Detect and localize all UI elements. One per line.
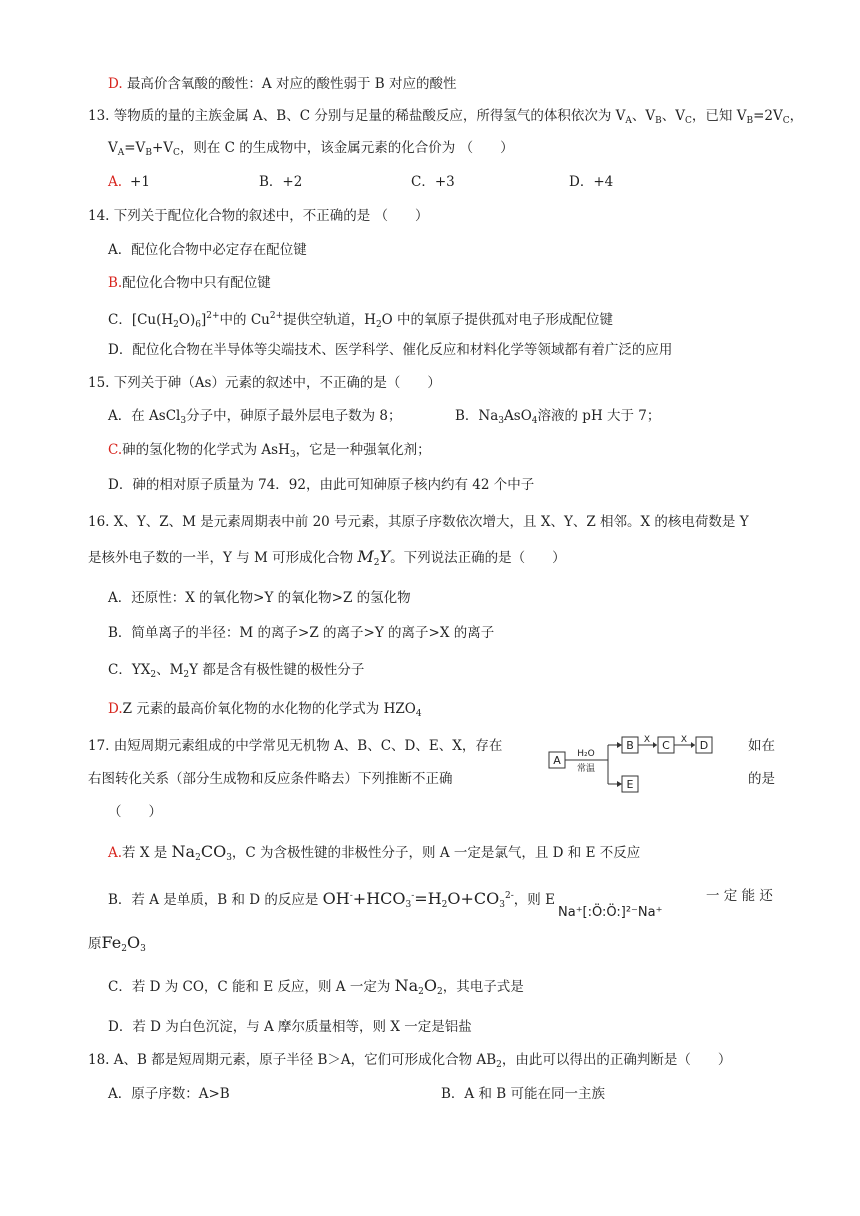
- q17-option-c: C．若 D 为 CO，C 能和 E 反应，则 A 一定为 $Na_2O_2$，其电子式是: [108, 976, 524, 997]
- text: 提供空轨道，H: [283, 312, 376, 328]
- text: C．[Cu(H: [108, 312, 174, 328]
- text: B．若 A 是单质，B 和 D 的反应是: [108, 892, 319, 908]
- q13-text-d: ，则在 C 的生成物中，该金属元素的化合价为 （ ）: [179, 140, 514, 156]
- text: ，其电子式是: [442, 979, 524, 995]
- option-b: B．+2: [259, 174, 303, 190]
- q18-option-a: A．原子序数：A>B: [108, 1086, 230, 1102]
- q16-option-c: C．$YX_2$、$M_2Y$ 都是含有极性键的极性分子: [108, 662, 365, 680]
- q13-text-b: ，已知 V: [691, 108, 747, 124]
- option-a: +1: [130, 174, 150, 190]
- label-reagent: H₂O: [577, 749, 595, 759]
- q15-option-a: A．在 AsCl$_3$分子中，砷原子最外层电子数为 8；: [108, 408, 402, 426]
- q18-option-b: B．A 和 B 可能在同一主族: [441, 1086, 605, 1102]
- text: AsO: [504, 408, 532, 424]
- answer-mark: D.: [108, 76, 123, 92]
- answer-mark: A.: [108, 845, 123, 861]
- text: ，C 为含极性键的非极性分子，则 A 一定是氯气，且 D 和 E 不反应: [231, 845, 641, 861]
- q16-option-a: A．还原性：X 的氧化物>Y 的氧化物>Z 的氢化物: [108, 590, 411, 606]
- q15-option-d: D．砷的相对原子质量为 74．92，由此可知砷原子核内约有 42 个中子: [108, 477, 535, 493]
- text: 若 X 是: [122, 845, 168, 861]
- q13-text: 13. 等物质的量的主族金属 A、B、C 分别与足量的稀盐酸反应，所得氢气的体积依次为 V: [88, 108, 626, 124]
- text: B．Na: [455, 408, 499, 424]
- q16-option-b: B．简单离子的半径：M 的离子>Z 的离子>Y 的离子>X 的离子: [108, 625, 495, 641]
- option-c: C．+3: [411, 174, 455, 190]
- text: 是核外电子数的一半，Y 与 M 可形成化合物: [88, 550, 354, 566]
- question-15: 15. 下列关于砷（As）元素的叙述中，不正确的是（ ）: [88, 375, 441, 391]
- text: Y 都是含有极性键的极性分子: [189, 662, 365, 678]
- text: 18. A、B 都是短周期元素，原子半径 B＞A，它们可形成化合物 AB: [88, 1052, 497, 1068]
- text: ]: [200, 312, 207, 328]
- question-17-line2: 右图转化关系（部分生成物和反应条件略去）下列推断不正确: [88, 771, 453, 787]
- q17-option-a: A.若 X 是 $Na_2CO_3$，C 为含极性键的非极性分子，则 A 一定是氯气，且 D 和 E 不反应: [108, 842, 641, 863]
- label-x1: X: [643, 735, 651, 745]
- label-a: A: [553, 754, 561, 767]
- text: C．若 D 为 CO，C 能和 E 反应，则 A 一定为: [108, 979, 391, 995]
- answer-mark: B.: [108, 275, 123, 291]
- question-16: 16. X、Y、Z、M 是元素周期表中前 20 号元素，其原子序数依次增大，且 X、Y、Z 相邻。X 的核电荷数是 Y: [88, 514, 749, 530]
- text: 。下列说法正确的是（ ）: [390, 550, 566, 566]
- label-x2: X: [680, 735, 688, 745]
- electron-dot-formula: [558, 905, 698, 929]
- line-12-option-d: [108, 75, 456, 93]
- label-c: C: [662, 739, 670, 752]
- text: ，它是一种强氧化剂；: [295, 442, 431, 458]
- question-18: 18. A、B 都是短周期元素，原子半径 B＞A，它们可形成化合物 $AB_2$，由此可以得出的正确判断是（ ）: [88, 1052, 732, 1070]
- question-17-tail1: 如在: [748, 738, 775, 754]
- text: ，则 E: [513, 892, 555, 908]
- question-17-tail2: 的是: [748, 771, 775, 787]
- question-13-line2: $V_A=V_B+V_C$，则在 C 的生成物中，该金属元素的化合价为 （ ）: [108, 140, 514, 158]
- q14-option-b: [108, 274, 271, 292]
- text: 中的 Cu: [219, 312, 270, 328]
- question-13-options: [108, 173, 150, 191]
- answer-mark: A.: [108, 174, 123, 190]
- option-text: 配位化合物中只有配位键: [122, 275, 271, 291]
- q17-option-d: D．若 D 为白色沉淀，与 A 摩尔质量相等，则 X 一定是铝盐: [108, 1019, 472, 1035]
- text: Z 元素的最高价氧化物的水化物的化学式为 HZO: [122, 701, 416, 717]
- text: A．在 AsCl: [108, 408, 181, 424]
- question-14: 14. 下列关于配位化合物的叙述中，不正确的是 （ ）: [88, 208, 429, 224]
- q17-option-b-tail: 一 定 能 还: [706, 888, 773, 904]
- q16-option-d: D.Z 元素的最高价氧化物的水化物的化学式为 $HZO_4$: [108, 701, 422, 719]
- text: O): [178, 312, 196, 328]
- q15-option-c: C.砷的氢化物的化学式为 AsH$_3$，它是一种强氧化剂；: [108, 442, 431, 460]
- conversion-diagram: [546, 734, 742, 798]
- option-text: 最高价含氧酸的酸性：A 对应的酸性弱于 B 对应的酸性: [126, 76, 457, 92]
- text: ，由此可以得出的正确判断是（ ）: [501, 1052, 732, 1068]
- text: 溶液的 pH 大于 7；: [537, 408, 661, 424]
- text: 、M: [156, 662, 184, 678]
- q14-option-d: D．配位化合物在半导体等尖端技术、医学科学、催化反应和材料化学等领域都有着广泛的应用: [108, 342, 673, 358]
- option-d: D．+4: [569, 174, 614, 190]
- label-b: B: [626, 739, 634, 752]
- text: C．YX: [108, 662, 151, 678]
- electron-formula-text: Na⁺[:Ö:Ö:]²⁻Na⁺: [558, 905, 663, 920]
- label-condition: 常温: [576, 764, 596, 774]
- answer-mark: D.: [108, 701, 123, 717]
- q14-option-a: A．配位化合物中必定存在配位键: [108, 242, 307, 258]
- q15-option-b: B．$Na_3AsO_4$溶液的 pH 大于 7；: [455, 408, 661, 426]
- question-17-paren: （ ）: [108, 804, 162, 820]
- text: 砷的氢化物的化学式为 AsH: [122, 442, 290, 458]
- q17-option-b-line2: 原$Fe_2O_3$: [88, 933, 146, 954]
- label-e: E: [626, 778, 634, 791]
- question-16-line2: 是核外电子数的一半，Y 与 M 可形成化合物 $M_2Y$。下列说法正确的是（ ）: [88, 547, 566, 568]
- text: 原: [88, 936, 102, 952]
- q13-text-c: ，: [789, 108, 804, 124]
- question-13: 13. 等物质的量的主族金属 A、B、C 分别与足量的稀盐酸反应，所得氢气的体积依次为 $V_A$、$V_B$、$V_C$，已知 $V_B=2V_C$，: [88, 108, 804, 126]
- text: 分子中，砷原子最外层电子数为 8；: [186, 408, 402, 424]
- q17-option-b: B．若 A 是单质，B 和 D 的反应是 $OH^-+HCO_3^-=H_2O+CO_3^{2-}$，则 E: [108, 889, 555, 910]
- answer-mark: C.: [108, 442, 123, 458]
- question-17: 17. 由短周期元素组成的中学常见无机物 A、B、C、D、E、X，存在: [88, 738, 503, 754]
- label-d: D: [699, 739, 709, 752]
- q14-option-c: C．$[Cu(H_2O)_6]^{2+}$中的 $Cu^{2+}$提供空轨道，$H_2O$ 中的氧原子提供孤对电子形成配位键: [108, 311, 614, 330]
- text: O 中的氧原子提供孤对电子形成配位键: [381, 312, 614, 328]
